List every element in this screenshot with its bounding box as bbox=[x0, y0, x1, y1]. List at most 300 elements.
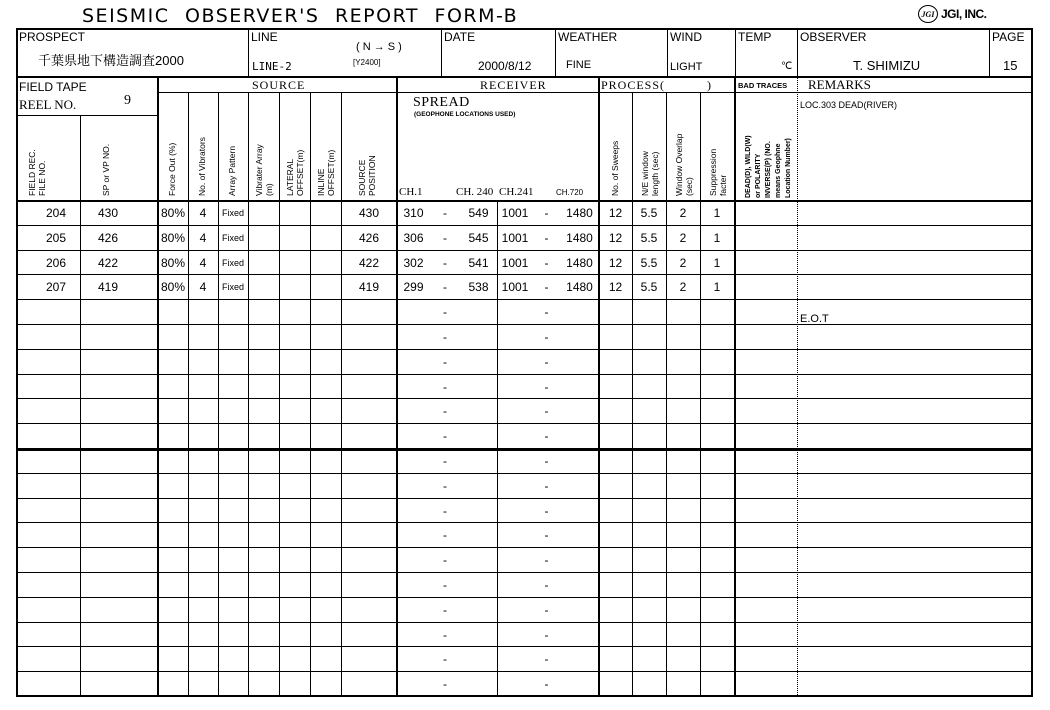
cell-pattern[interactable]: Fixed bbox=[221, 208, 244, 218]
cell-sp[interactable]: 422 bbox=[98, 256, 119, 270]
cell-vib[interactable] bbox=[188, 548, 218, 573]
cell-ch241[interactable] bbox=[497, 623, 533, 648]
cell-ch720[interactable] bbox=[560, 672, 599, 697]
cell-supp[interactable] bbox=[700, 548, 734, 573]
cell-ch240[interactable] bbox=[460, 474, 497, 499]
cell-ch240[interactable]: 538 bbox=[468, 280, 489, 294]
cell-sp[interactable] bbox=[80, 350, 158, 375]
cell-ne[interactable] bbox=[632, 350, 666, 375]
cell-src-pos[interactable] bbox=[341, 325, 397, 350]
cell-sweeps[interactable] bbox=[599, 672, 632, 697]
cell-vib-array[interactable] bbox=[248, 672, 279, 697]
cell-ch240[interactable] bbox=[460, 449, 497, 474]
cell-vib[interactable] bbox=[188, 399, 218, 424]
cell-sp[interactable] bbox=[80, 647, 158, 672]
cell-vib-array[interactable] bbox=[248, 647, 279, 672]
cell-overlap[interactable] bbox=[666, 325, 700, 350]
cell-overlap[interactable]: 2 bbox=[679, 231, 687, 245]
cell-sweeps[interactable] bbox=[599, 499, 632, 524]
cell-src-pos[interactable] bbox=[341, 647, 397, 672]
cell-lateral[interactable] bbox=[279, 325, 310, 350]
cell-ch720[interactable] bbox=[560, 573, 599, 598]
cell-vib[interactable] bbox=[188, 573, 218, 598]
cell-ch240[interactable] bbox=[460, 499, 497, 524]
cell-lateral[interactable] bbox=[279, 449, 310, 474]
cell-bad[interactable] bbox=[735, 399, 797, 424]
cell-overlap[interactable] bbox=[666, 523, 700, 548]
cell-ch720[interactable] bbox=[560, 449, 599, 474]
cell-pattern[interactable]: Fixed bbox=[221, 282, 244, 292]
cell-sweeps[interactable]: 12 bbox=[608, 280, 623, 294]
cell-src-pos[interactable] bbox=[341, 623, 397, 648]
cell-lateral[interactable] bbox=[279, 201, 310, 226]
cell-force[interactable] bbox=[158, 598, 188, 623]
cell-lateral[interactable] bbox=[279, 623, 310, 648]
cell-ch720[interactable] bbox=[560, 499, 599, 524]
cell-ne[interactable]: 5.5 bbox=[640, 231, 658, 245]
cell-inline[interactable] bbox=[310, 647, 341, 672]
cell-sp[interactable] bbox=[80, 449, 158, 474]
cell-supp[interactable] bbox=[700, 300, 734, 325]
cell-supp[interactable] bbox=[700, 474, 734, 499]
cell-remark[interactable]: E.O.T bbox=[800, 313, 829, 325]
cell-inline[interactable] bbox=[310, 201, 341, 226]
cell-ch1[interactable]: 299 bbox=[403, 280, 424, 294]
cell-file[interactable] bbox=[17, 350, 80, 375]
cell-ch1[interactable] bbox=[397, 375, 430, 400]
cell-pattern[interactable] bbox=[218, 350, 248, 375]
cell-inline[interactable] bbox=[310, 424, 341, 449]
cell-vib-array[interactable] bbox=[248, 300, 279, 325]
cell-src-pos[interactable] bbox=[341, 474, 397, 499]
cell-ne[interactable] bbox=[632, 499, 666, 524]
cell-vib-array[interactable] bbox=[248, 548, 279, 573]
cell-file[interactable] bbox=[17, 399, 80, 424]
cell-sp[interactable] bbox=[80, 573, 158, 598]
cell-remark[interactable] bbox=[800, 424, 1030, 449]
cell-bad[interactable] bbox=[735, 251, 797, 276]
cell-inline[interactable] bbox=[310, 499, 341, 524]
cell-pattern[interactable]: Fixed bbox=[221, 258, 244, 268]
cell-file[interactable] bbox=[17, 548, 80, 573]
cell-remark[interactable] bbox=[800, 275, 1030, 300]
cell-ch241[interactable] bbox=[497, 499, 533, 524]
cell-inline[interactable] bbox=[310, 672, 341, 697]
cell-ch241[interactable] bbox=[497, 424, 533, 449]
cell-supp[interactable] bbox=[700, 350, 734, 375]
cell-vib[interactable] bbox=[188, 449, 218, 474]
cell-pattern[interactable] bbox=[218, 325, 248, 350]
cell-bad[interactable] bbox=[735, 598, 797, 623]
cell-supp[interactable] bbox=[700, 573, 734, 598]
cell-sweeps[interactable] bbox=[599, 399, 632, 424]
cell-sp[interactable] bbox=[80, 399, 158, 424]
cell-lateral[interactable] bbox=[279, 350, 310, 375]
cell-inline[interactable] bbox=[310, 474, 341, 499]
cell-supp[interactable] bbox=[700, 399, 734, 424]
cell-src-pos[interactable] bbox=[341, 499, 397, 524]
cell-inline[interactable] bbox=[310, 251, 341, 276]
cell-overlap[interactable]: 2 bbox=[679, 256, 687, 270]
cell-ch1[interactable] bbox=[397, 449, 430, 474]
cell-sweeps[interactable] bbox=[599, 548, 632, 573]
cell-ch1[interactable] bbox=[397, 325, 430, 350]
cell-ch720[interactable]: 1480 bbox=[566, 280, 593, 294]
cell-force[interactable] bbox=[158, 548, 188, 573]
cell-remark[interactable] bbox=[800, 226, 1030, 251]
cell-ch241[interactable] bbox=[497, 325, 533, 350]
cell-bad[interactable] bbox=[735, 325, 797, 350]
cell-vib[interactable]: 4 bbox=[199, 231, 207, 245]
cell-bad[interactable] bbox=[735, 201, 797, 226]
cell-ch240[interactable]: 549 bbox=[468, 206, 489, 220]
cell-ch720[interactable] bbox=[560, 598, 599, 623]
cell-vib[interactable] bbox=[188, 300, 218, 325]
cell-file[interactable]: 204 bbox=[45, 206, 66, 220]
cell-ne[interactable]: 5.5 bbox=[640, 280, 658, 294]
cell-ch720[interactable]: 1480 bbox=[566, 206, 593, 220]
cell-overlap[interactable] bbox=[666, 399, 700, 424]
cell-force[interactable]: 80% bbox=[160, 231, 186, 245]
cell-force[interactable] bbox=[158, 449, 188, 474]
cell-inline[interactable] bbox=[310, 350, 341, 375]
cell-ch240[interactable] bbox=[460, 598, 497, 623]
cell-force[interactable]: 80% bbox=[160, 256, 186, 270]
cell-sweeps[interactable] bbox=[599, 424, 632, 449]
cell-file[interactable] bbox=[17, 449, 80, 474]
cell-vib[interactable] bbox=[188, 499, 218, 524]
cell-lateral[interactable] bbox=[279, 598, 310, 623]
cell-force[interactable] bbox=[158, 474, 188, 499]
cell-ch240[interactable]: 541 bbox=[468, 256, 489, 270]
cell-overlap[interactable] bbox=[666, 499, 700, 524]
cell-ch720[interactable] bbox=[560, 325, 599, 350]
cell-ch720[interactable]: 1480 bbox=[566, 231, 593, 245]
cell-supp[interactable] bbox=[700, 499, 734, 524]
cell-file[interactable] bbox=[17, 424, 80, 449]
cell-inline[interactable] bbox=[310, 300, 341, 325]
cell-sweeps[interactable] bbox=[599, 573, 632, 598]
cell-file[interactable] bbox=[17, 325, 80, 350]
cell-ch720[interactable] bbox=[560, 399, 599, 424]
cell-ch1[interactable] bbox=[397, 424, 430, 449]
cell-supp[interactable] bbox=[700, 623, 734, 648]
cell-ch240[interactable] bbox=[460, 573, 497, 598]
cell-ne[interactable]: 5.5 bbox=[640, 256, 658, 270]
cell-overlap[interactable] bbox=[666, 598, 700, 623]
cell-vib-array[interactable] bbox=[248, 375, 279, 400]
cell-bad[interactable] bbox=[735, 523, 797, 548]
cell-ch240[interactable] bbox=[460, 325, 497, 350]
cell-pattern[interactable] bbox=[218, 424, 248, 449]
cell-ch241[interactable] bbox=[497, 573, 533, 598]
cell-overlap[interactable]: 2 bbox=[679, 280, 687, 294]
cell-sp[interactable] bbox=[80, 499, 158, 524]
cell-ch720[interactable] bbox=[560, 623, 599, 648]
cell-sp[interactable] bbox=[80, 375, 158, 400]
cell-inline[interactable] bbox=[310, 226, 341, 251]
cell-pattern[interactable] bbox=[218, 672, 248, 697]
cell-overlap[interactable] bbox=[666, 672, 700, 697]
cell-supp[interactable] bbox=[700, 647, 734, 672]
cell-ch1[interactable]: 310 bbox=[403, 206, 424, 220]
cell-supp[interactable] bbox=[700, 523, 734, 548]
cell-overlap[interactable] bbox=[666, 647, 700, 672]
cell-pattern[interactable]: Fixed bbox=[221, 233, 244, 243]
cell-ch241[interactable] bbox=[497, 350, 533, 375]
cell-ch240[interactable] bbox=[460, 647, 497, 672]
cell-pattern[interactable] bbox=[218, 523, 248, 548]
cell-pattern[interactable] bbox=[218, 375, 248, 400]
cell-ch1[interactable] bbox=[397, 623, 430, 648]
cell-pattern[interactable] bbox=[218, 548, 248, 573]
cell-ch240[interactable]: 545 bbox=[468, 231, 489, 245]
cell-ch1[interactable] bbox=[397, 647, 430, 672]
cell-inline[interactable] bbox=[310, 523, 341, 548]
cell-force[interactable]: 80% bbox=[160, 280, 186, 294]
cell-sp[interactable]: 419 bbox=[98, 280, 119, 294]
cell-file[interactable] bbox=[17, 375, 80, 400]
cell-file[interactable] bbox=[17, 598, 80, 623]
cell-inline[interactable] bbox=[310, 573, 341, 598]
cell-sweeps[interactable] bbox=[599, 523, 632, 548]
cell-ne[interactable] bbox=[632, 424, 666, 449]
cell-file[interactable] bbox=[17, 474, 80, 499]
cell-ne[interactable] bbox=[632, 474, 666, 499]
cell-src-pos[interactable] bbox=[341, 375, 397, 400]
cell-remark[interactable] bbox=[800, 201, 1030, 226]
cell-src-pos[interactable]: 419 bbox=[358, 280, 380, 294]
cell-vib[interactable] bbox=[188, 523, 218, 548]
cell-sweeps[interactable] bbox=[599, 325, 632, 350]
cell-vib[interactable]: 4 bbox=[199, 256, 207, 270]
cell-remark[interactable] bbox=[800, 449, 1030, 474]
cell-ch241[interactable] bbox=[497, 672, 533, 697]
cell-vib[interactable] bbox=[188, 375, 218, 400]
cell-sweeps[interactable]: 12 bbox=[608, 256, 623, 270]
cell-ch241[interactable] bbox=[497, 548, 533, 573]
cell-pattern[interactable] bbox=[218, 449, 248, 474]
cell-inline[interactable] bbox=[310, 325, 341, 350]
cell-overlap[interactable] bbox=[666, 300, 700, 325]
cell-ch241[interactable] bbox=[497, 598, 533, 623]
cell-supp[interactable]: 1 bbox=[713, 231, 721, 245]
cell-ne[interactable] bbox=[632, 523, 666, 548]
cell-overlap[interactable]: 2 bbox=[679, 206, 687, 220]
cell-force[interactable] bbox=[158, 499, 188, 524]
cell-ch240[interactable] bbox=[460, 623, 497, 648]
cell-vib[interactable] bbox=[188, 424, 218, 449]
cell-remark[interactable] bbox=[800, 598, 1030, 623]
cell-src-pos[interactable] bbox=[341, 548, 397, 573]
cell-ch1[interactable] bbox=[397, 399, 430, 424]
cell-ne[interactable] bbox=[632, 623, 666, 648]
cell-inline[interactable] bbox=[310, 623, 341, 648]
cell-supp[interactable]: 1 bbox=[713, 280, 721, 294]
cell-lateral[interactable] bbox=[279, 499, 310, 524]
cell-vib[interactable] bbox=[188, 647, 218, 672]
cell-src-pos[interactable] bbox=[341, 424, 397, 449]
cell-bad[interactable] bbox=[735, 647, 797, 672]
cell-ch720[interactable] bbox=[560, 474, 599, 499]
cell-sweeps[interactable] bbox=[599, 350, 632, 375]
cell-bad[interactable] bbox=[735, 375, 797, 400]
cell-src-pos[interactable]: 430 bbox=[358, 206, 380, 220]
cell-sweeps[interactable] bbox=[599, 375, 632, 400]
cell-ne[interactable] bbox=[632, 325, 666, 350]
cell-force[interactable] bbox=[158, 672, 188, 697]
cell-vib-array[interactable] bbox=[248, 449, 279, 474]
cell-ch720[interactable]: 1480 bbox=[566, 256, 593, 270]
cell-pattern[interactable] bbox=[218, 300, 248, 325]
cell-lateral[interactable] bbox=[279, 251, 310, 276]
cell-supp[interactable] bbox=[700, 424, 734, 449]
cell-inline[interactable] bbox=[310, 449, 341, 474]
cell-lateral[interactable] bbox=[279, 672, 310, 697]
cell-ch1[interactable] bbox=[397, 573, 430, 598]
cell-file[interactable] bbox=[17, 300, 80, 325]
cell-ch240[interactable] bbox=[460, 424, 497, 449]
cell-bad[interactable] bbox=[735, 449, 797, 474]
cell-pattern[interactable] bbox=[218, 474, 248, 499]
cell-file[interactable] bbox=[17, 499, 80, 524]
cell-overlap[interactable] bbox=[666, 548, 700, 573]
cell-bad[interactable] bbox=[735, 275, 797, 300]
cell-ne[interactable] bbox=[632, 647, 666, 672]
cell-remark[interactable] bbox=[800, 548, 1030, 573]
cell-supp[interactable] bbox=[700, 449, 734, 474]
cell-vib-array[interactable] bbox=[248, 251, 279, 276]
cell-vib-array[interactable] bbox=[248, 424, 279, 449]
cell-sweeps[interactable] bbox=[599, 449, 632, 474]
cell-force[interactable] bbox=[158, 647, 188, 672]
cell-overlap[interactable] bbox=[666, 474, 700, 499]
cell-remark[interactable] bbox=[800, 499, 1030, 524]
cell-supp[interactable] bbox=[700, 325, 734, 350]
cell-lateral[interactable] bbox=[279, 523, 310, 548]
cell-bad[interactable] bbox=[735, 672, 797, 697]
cell-pattern[interactable] bbox=[218, 399, 248, 424]
cell-file[interactable]: 205 bbox=[45, 231, 66, 245]
cell-remark[interactable] bbox=[800, 251, 1030, 276]
cell-ch241[interactable]: 1001 bbox=[501, 256, 529, 270]
cell-file[interactable]: 206 bbox=[45, 256, 66, 270]
cell-sp[interactable] bbox=[80, 300, 158, 325]
cell-overlap[interactable] bbox=[666, 573, 700, 598]
cell-supp[interactable] bbox=[700, 375, 734, 400]
cell-vib-array[interactable] bbox=[248, 275, 279, 300]
cell-ne[interactable] bbox=[632, 375, 666, 400]
cell-sp[interactable] bbox=[80, 598, 158, 623]
cell-ch1[interactable]: 306 bbox=[403, 231, 424, 245]
cell-file[interactable]: 207 bbox=[45, 280, 66, 294]
cell-ch720[interactable] bbox=[560, 523, 599, 548]
cell-ch1[interactable]: 302 bbox=[403, 256, 424, 270]
cell-overlap[interactable] bbox=[666, 424, 700, 449]
cell-sweeps[interactable] bbox=[599, 474, 632, 499]
cell-vib[interactable] bbox=[188, 598, 218, 623]
cell-remark[interactable] bbox=[800, 573, 1030, 598]
cell-vib-array[interactable] bbox=[248, 598, 279, 623]
cell-remark[interactable] bbox=[800, 623, 1030, 648]
cell-bad[interactable] bbox=[735, 300, 797, 325]
cell-ch720[interactable] bbox=[560, 647, 599, 672]
cell-file[interactable] bbox=[17, 647, 80, 672]
cell-src-pos[interactable]: 422 bbox=[358, 256, 380, 270]
cell-src-pos[interactable] bbox=[341, 350, 397, 375]
cell-ch241[interactable]: 1001 bbox=[501, 206, 529, 220]
cell-file[interactable] bbox=[17, 523, 80, 548]
cell-sp[interactable]: 430 bbox=[98, 206, 119, 220]
cell-force[interactable] bbox=[158, 300, 188, 325]
cell-inline[interactable] bbox=[310, 548, 341, 573]
cell-ch240[interactable] bbox=[460, 375, 497, 400]
cell-remark[interactable] bbox=[800, 325, 1030, 350]
cell-ch1[interactable] bbox=[397, 350, 430, 375]
cell-lateral[interactable] bbox=[279, 573, 310, 598]
cell-remark[interactable] bbox=[800, 399, 1030, 424]
cell-remark[interactable] bbox=[800, 474, 1030, 499]
cell-vib-array[interactable] bbox=[248, 523, 279, 548]
cell-vib-array[interactable] bbox=[248, 623, 279, 648]
cell-vib-array[interactable] bbox=[248, 573, 279, 598]
cell-remark[interactable] bbox=[800, 647, 1030, 672]
cell-file[interactable] bbox=[17, 672, 80, 697]
cell-ch1[interactable] bbox=[397, 548, 430, 573]
cell-vib[interactable] bbox=[188, 672, 218, 697]
cell-ch240[interactable] bbox=[460, 300, 497, 325]
cell-vib[interactable]: 4 bbox=[199, 280, 207, 294]
cell-remark[interactable] bbox=[800, 523, 1030, 548]
cell-ch241[interactable] bbox=[497, 523, 533, 548]
cell-sweeps[interactable]: 12 bbox=[608, 206, 623, 220]
cell-ne[interactable] bbox=[632, 548, 666, 573]
cell-ch240[interactable] bbox=[460, 672, 497, 697]
cell-ch720[interactable] bbox=[560, 424, 599, 449]
cell-sp[interactable] bbox=[80, 623, 158, 648]
cell-vib[interactable]: 4 bbox=[199, 206, 207, 220]
cell-ch240[interactable] bbox=[460, 399, 497, 424]
cell-ch240[interactable] bbox=[460, 350, 497, 375]
cell-ch240[interactable] bbox=[460, 548, 497, 573]
cell-bad[interactable] bbox=[735, 474, 797, 499]
cell-vib-array[interactable] bbox=[248, 325, 279, 350]
cell-bad[interactable] bbox=[735, 226, 797, 251]
cell-overlap[interactable] bbox=[666, 350, 700, 375]
cell-src-pos[interactable] bbox=[341, 523, 397, 548]
cell-lateral[interactable] bbox=[279, 647, 310, 672]
cell-sweeps[interactable] bbox=[599, 598, 632, 623]
cell-lateral[interactable] bbox=[279, 300, 310, 325]
cell-ch241[interactable] bbox=[497, 449, 533, 474]
cell-lateral[interactable] bbox=[279, 424, 310, 449]
cell-ch1[interactable] bbox=[397, 474, 430, 499]
cell-vib[interactable] bbox=[188, 325, 218, 350]
cell-inline[interactable] bbox=[310, 598, 341, 623]
cell-supp[interactable] bbox=[700, 672, 734, 697]
cell-bad[interactable] bbox=[735, 623, 797, 648]
cell-force[interactable]: 80% bbox=[160, 206, 186, 220]
cell-src-pos[interactable] bbox=[341, 672, 397, 697]
cell-ch241[interactable]: 1001 bbox=[501, 231, 529, 245]
cell-src-pos[interactable] bbox=[341, 399, 397, 424]
cell-lateral[interactable] bbox=[279, 399, 310, 424]
cell-inline[interactable] bbox=[310, 375, 341, 400]
cell-ch720[interactable] bbox=[560, 375, 599, 400]
cell-ch1[interactable] bbox=[397, 672, 430, 697]
cell-ch241[interactable]: 1001 bbox=[501, 280, 529, 294]
cell-pattern[interactable] bbox=[218, 647, 248, 672]
